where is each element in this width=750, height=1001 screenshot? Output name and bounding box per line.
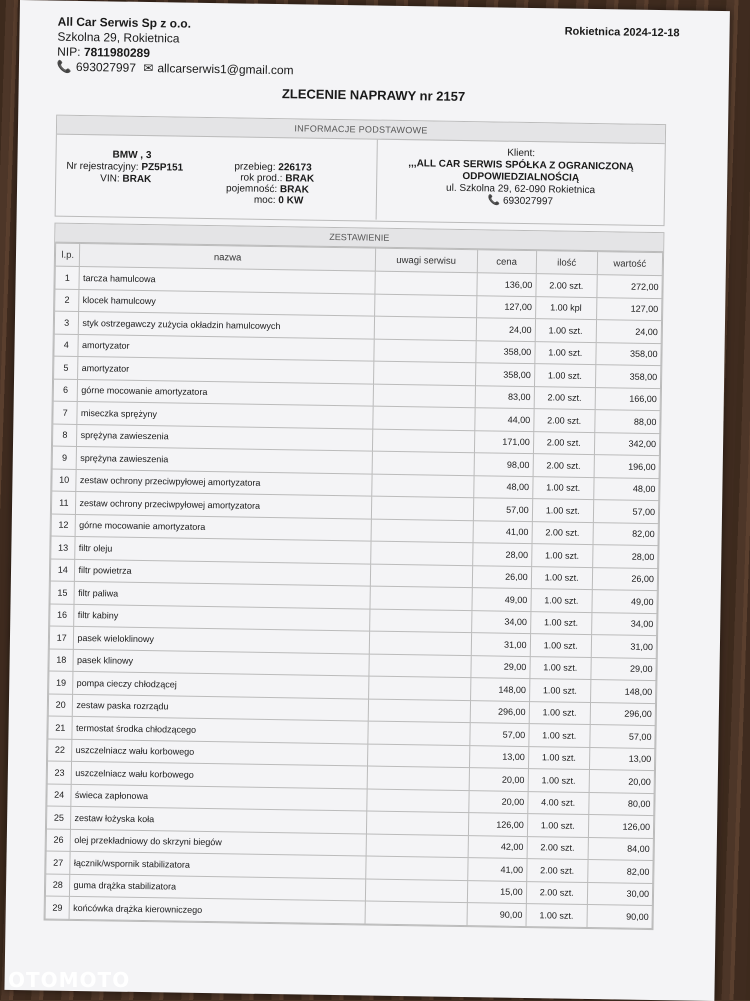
row-value: 84,00 (588, 837, 654, 861)
row-name: zestaw ochrony przeciwpyłowej amortyzatora (76, 469, 372, 496)
row-value: 49,00 (592, 590, 658, 614)
row-price: 126,00 (468, 813, 527, 836)
row-name: łącznik/wspornik stabilizatora (70, 851, 366, 878)
engine-capacity (226, 183, 309, 195)
row-notes (365, 879, 467, 903)
row-notes (370, 564, 472, 588)
row-price: 20,00 (468, 790, 527, 813)
company-phone: 693027997 (75, 59, 137, 75)
mileage-value: 226173 (278, 162, 312, 174)
row-notes (366, 834, 468, 858)
row-lp: 29 (45, 896, 70, 919)
row-qty: 1.00 szt. (531, 589, 592, 612)
row-notes (372, 474, 474, 498)
client-label: Klient: (507, 147, 536, 160)
power-value: 0 KW (278, 195, 304, 207)
row-price: 358,00 (475, 363, 534, 386)
power-label: moc: (253, 194, 276, 207)
company-email: allcarserwis1@gmail.com (157, 61, 294, 78)
row-lp: 19 (49, 671, 74, 694)
row-qty: 1.00 szt. (529, 679, 590, 702)
row-name: pompa cieczy chłodzącej (73, 671, 369, 698)
row-name: górne mocowanie amortyzatora (78, 379, 374, 406)
row-value: 28,00 (592, 545, 658, 569)
vin-value: BRAK (122, 173, 152, 186)
row-notes (368, 699, 470, 723)
row-price: 29,00 (471, 655, 530, 678)
row-qty: 1.00 kpl (535, 296, 596, 319)
row-lp: 20 (48, 694, 73, 717)
row-name: sprężyna zawieszenia (77, 424, 373, 451)
row-qty: 1.00 szt. (531, 566, 592, 589)
row-value: 31,00 (591, 635, 657, 659)
row-value: 80,00 (589, 792, 655, 816)
row-price: 20,00 (469, 768, 528, 791)
row-lp: 24 (47, 784, 72, 807)
row-price: 171,00 (474, 430, 533, 453)
row-value: 90,00 (587, 905, 653, 929)
row-name: sprężyna zawieszenia (77, 446, 373, 473)
row-price: 24,00 (476, 318, 535, 341)
row-qty: 1.00 szt. (530, 634, 591, 657)
row-price: 28,00 (472, 543, 531, 566)
row-notes (367, 744, 469, 768)
row-price: 41,00 (473, 520, 532, 543)
row-lp: 18 (49, 649, 74, 672)
row-qty: 1.00 szt. (532, 499, 593, 522)
row-value: 48,00 (594, 477, 660, 501)
row-lp: 12 (51, 514, 76, 537)
row-name: zestaw ochrony przeciwpyłowej amortyzatora (76, 491, 372, 518)
company-header (57, 15, 299, 79)
row-lp: 9 (52, 446, 77, 469)
client-name: ,,,ALL CAR SERWIS SPÓŁKA Z OGRANICZONĄ ODPOWIEDZIALNOŚCIĄ (408, 158, 634, 184)
row-lp: 6 (53, 379, 78, 402)
row-name: zestaw łożyska koła (71, 806, 367, 833)
row-qty: 2.00 szt. (533, 409, 594, 432)
row-value: 29,00 (591, 657, 657, 681)
year-value: BRAK (285, 173, 315, 185)
repair-order-document (4, 0, 729, 1001)
items-table (45, 243, 664, 929)
row-price: 127,00 (476, 295, 535, 318)
row-name: filtr oleju (75, 536, 371, 563)
row-price: 49,00 (472, 588, 531, 611)
row-qty: 1.00 szt. (526, 904, 587, 927)
row-qty: 2.00 szt. (532, 521, 593, 544)
phone-icon: 📞 (56, 59, 73, 74)
row-notes (366, 856, 468, 880)
company-name: All Car Serwis Sp z o.o. (57, 14, 192, 31)
items-section (44, 223, 665, 930)
row-price: 15,00 (467, 880, 526, 903)
row-notes (374, 339, 476, 363)
row-notes (371, 496, 473, 520)
row-value: 30,00 (587, 882, 653, 906)
row-qty: 1.00 szt. (529, 724, 590, 747)
row-name: termostat środka chłodzącego (72, 716, 368, 743)
row-value: 82,00 (587, 860, 653, 884)
row-lp: 16 (50, 604, 75, 627)
row-notes (372, 451, 474, 475)
row-price: 90,00 (467, 903, 526, 926)
row-notes (371, 519, 473, 543)
row-qty: 1.00 szt. (535, 319, 596, 342)
row-value: 82,00 (593, 522, 659, 546)
col-header-lp: l.p. (55, 243, 80, 266)
row-name: uszczelniacz wału korbowego (72, 761, 368, 788)
row-value: 26,00 (592, 567, 658, 591)
col-header-qty: ilość (536, 251, 597, 275)
row-notes (370, 586, 472, 610)
row-notes (375, 271, 477, 295)
col-header-price: cena (477, 250, 536, 274)
row-lp: 4 (54, 334, 79, 357)
nip-label: NIP: (57, 44, 81, 59)
registration (66, 161, 183, 174)
row-name: filtr powietrza (75, 559, 371, 586)
row-value: 358,00 (595, 365, 661, 389)
row-name: końcówka drążka kierowniczego (70, 896, 366, 923)
row-qty: 2.00 szt. (533, 454, 594, 477)
row-price: 148,00 (470, 678, 529, 701)
row-notes (368, 721, 470, 745)
row-name: filtr paliwa (74, 581, 370, 608)
row-lp: 17 (49, 626, 74, 649)
row-value: 20,00 (589, 770, 655, 794)
row-qty: 1.00 szt. (528, 746, 589, 769)
row-qty: 1.00 szt. (527, 814, 588, 837)
row-notes (374, 316, 476, 340)
mileage-label: przebieg: (234, 161, 276, 174)
vehicle-model: BMW , 3 (112, 149, 152, 162)
row-value: 57,00 (593, 500, 659, 524)
row-qty: 1.00 szt. (530, 611, 591, 634)
row-qty: 1.00 szt. (528, 769, 589, 792)
row-qty: 1.00 szt. (531, 544, 592, 567)
row-name: tarcza hamulcowa (79, 266, 375, 293)
row-qty: 4.00 szt. (527, 791, 588, 814)
row-lp: 2 (55, 289, 80, 312)
row-name: filtr kabiny (74, 604, 370, 631)
row-price: 358,00 (475, 340, 534, 363)
row-name: pasek klinowy (73, 649, 369, 676)
row-value: 196,00 (594, 455, 660, 479)
row-notes (367, 789, 469, 813)
row-price: 83,00 (475, 385, 534, 408)
row-name: zestaw paska rozrządu (73, 694, 369, 721)
row-lp: 28 (45, 874, 70, 897)
row-qty: 2.00 szt. (536, 274, 597, 297)
row-price: 41,00 (467, 858, 526, 881)
row-name: styk ostrzegawczy zużycia okładzin hamulcowych (79, 311, 375, 338)
capacity-value: BRAK (279, 184, 309, 196)
col-header-value: wartość (597, 252, 663, 276)
row-lp: 3 (54, 311, 79, 334)
row-notes (367, 766, 469, 790)
capacity-label: pojemność: (225, 183, 278, 196)
row-notes (369, 631, 471, 655)
row-name: amortyzator (78, 334, 374, 361)
row-price: 44,00 (474, 408, 533, 431)
row-lp: 21 (48, 716, 73, 739)
row-notes (366, 811, 468, 835)
row-lp: 13 (51, 536, 76, 559)
row-price: 136,00 (477, 273, 536, 296)
row-notes (372, 429, 474, 453)
basic-info-section (55, 115, 667, 227)
row-name: świeca zapłonowa (71, 784, 367, 811)
row-notes (373, 384, 475, 408)
row-name: górne mocowanie amortyzatora (76, 514, 372, 541)
registration-value: PZ5P151 (141, 161, 184, 174)
row-value: 126,00 (588, 815, 654, 839)
row-name: guma drążka stabilizatora (70, 874, 366, 901)
row-price: 296,00 (470, 700, 529, 723)
row-lp: 27 (46, 851, 71, 874)
row-name: uszczelniacz wału korbowego (72, 739, 368, 766)
row-qty: 1.00 szt. (534, 364, 595, 387)
row-value: 148,00 (590, 680, 656, 704)
row-lp: 1 (55, 266, 80, 289)
row-price: 57,00 (469, 723, 528, 746)
row-price: 26,00 (472, 565, 531, 588)
row-qty: 2.00 szt. (526, 859, 587, 882)
registration-label: Nr rejestracyjny: (66, 160, 139, 173)
engine-power (254, 195, 304, 207)
year-label: rok prod.: (240, 172, 283, 185)
row-price: 57,00 (473, 498, 532, 521)
row-notes (370, 541, 472, 565)
row-value: 13,00 (589, 747, 655, 771)
row-lp: 23 (47, 761, 72, 784)
company-contact (57, 60, 298, 79)
row-price: 13,00 (469, 745, 528, 768)
row-notes (368, 676, 470, 700)
row-qty: 2.00 szt. (534, 386, 595, 409)
row-lp: 7 (53, 401, 78, 424)
row-notes (365, 901, 467, 925)
company-address: Szkolna 29, Rokietnica (57, 29, 180, 46)
row-value: 358,00 (596, 342, 662, 366)
row-price: 98,00 (474, 453, 533, 476)
col-header-notes: uwagi serwisu (375, 248, 477, 273)
row-value: 24,00 (596, 320, 662, 344)
row-notes (373, 361, 475, 385)
row-value: 272,00 (597, 275, 663, 299)
row-name: miseczka sprężyny (77, 401, 373, 428)
row-lp: 15 (50, 581, 75, 604)
row-value: 127,00 (596, 297, 662, 321)
row-price: 42,00 (468, 835, 527, 858)
row-lp: 10 (52, 469, 77, 492)
col-header-name: nazwa (80, 243, 376, 271)
row-lp: 8 (52, 424, 77, 447)
row-lp: 5 (54, 356, 79, 379)
row-value: 166,00 (595, 387, 661, 411)
client-phone: 693027997 (502, 195, 554, 208)
row-name: amortyzator (78, 356, 374, 383)
row-value: 342,00 (594, 432, 660, 456)
row-lp: 25 (46, 806, 71, 829)
row-qty: 1.00 szt. (529, 701, 590, 724)
vehicle-info (56, 135, 378, 220)
row-price: 34,00 (471, 610, 530, 633)
phone-icon: 📞 (487, 195, 501, 207)
row-lp: 11 (51, 491, 76, 514)
row-qty: 1.00 szt. (530, 656, 591, 679)
otomoto-watermark: OTOMOTO (8, 968, 131, 992)
row-qty: 1.00 szt. (532, 476, 593, 499)
place-date: Rokietnica 2024-12-18 (564, 25, 680, 40)
row-notes (373, 406, 475, 430)
row-value: 34,00 (591, 612, 657, 636)
row-qty: 1.00 szt. (535, 341, 596, 364)
vin-label: VIN: (100, 173, 120, 185)
row-lp: 14 (50, 559, 75, 582)
row-notes (369, 609, 471, 633)
row-price: 48,00 (473, 475, 532, 498)
row-name: olej przekładniowy do skrzyni biegów (71, 829, 367, 856)
row-name: pasek wieloklinowy (74, 626, 370, 653)
row-qty: 2.00 szt. (533, 431, 594, 454)
row-value: 88,00 (595, 410, 661, 434)
row-lp: 26 (46, 829, 71, 852)
row-price: 31,00 (471, 633, 530, 656)
row-value: 57,00 (590, 725, 656, 749)
row-notes (369, 654, 471, 678)
client-address: ul. Szkolna 29, 62-090 Rokietnica (446, 182, 596, 197)
row-lp: 22 (48, 739, 73, 762)
row-notes (374, 294, 476, 318)
document-title: ZLECENIE NAPRAWY nr 2157 (281, 86, 466, 105)
client-info (376, 140, 664, 230)
vin (100, 173, 151, 185)
row-qty: 2.00 szt. (526, 881, 587, 904)
email-icon: ✉ (143, 60, 154, 76)
items-heading: ZESTAWIENIE (55, 224, 663, 253)
row-value: 296,00 (590, 702, 656, 726)
nip-value: 7811980289 (83, 45, 151, 61)
row-qty: 2.00 szt. (527, 836, 588, 859)
basic-info-heading: INFORMACJE PODSTAWOWE (57, 116, 665, 145)
row-name: klocek hamulcowy (79, 289, 375, 316)
